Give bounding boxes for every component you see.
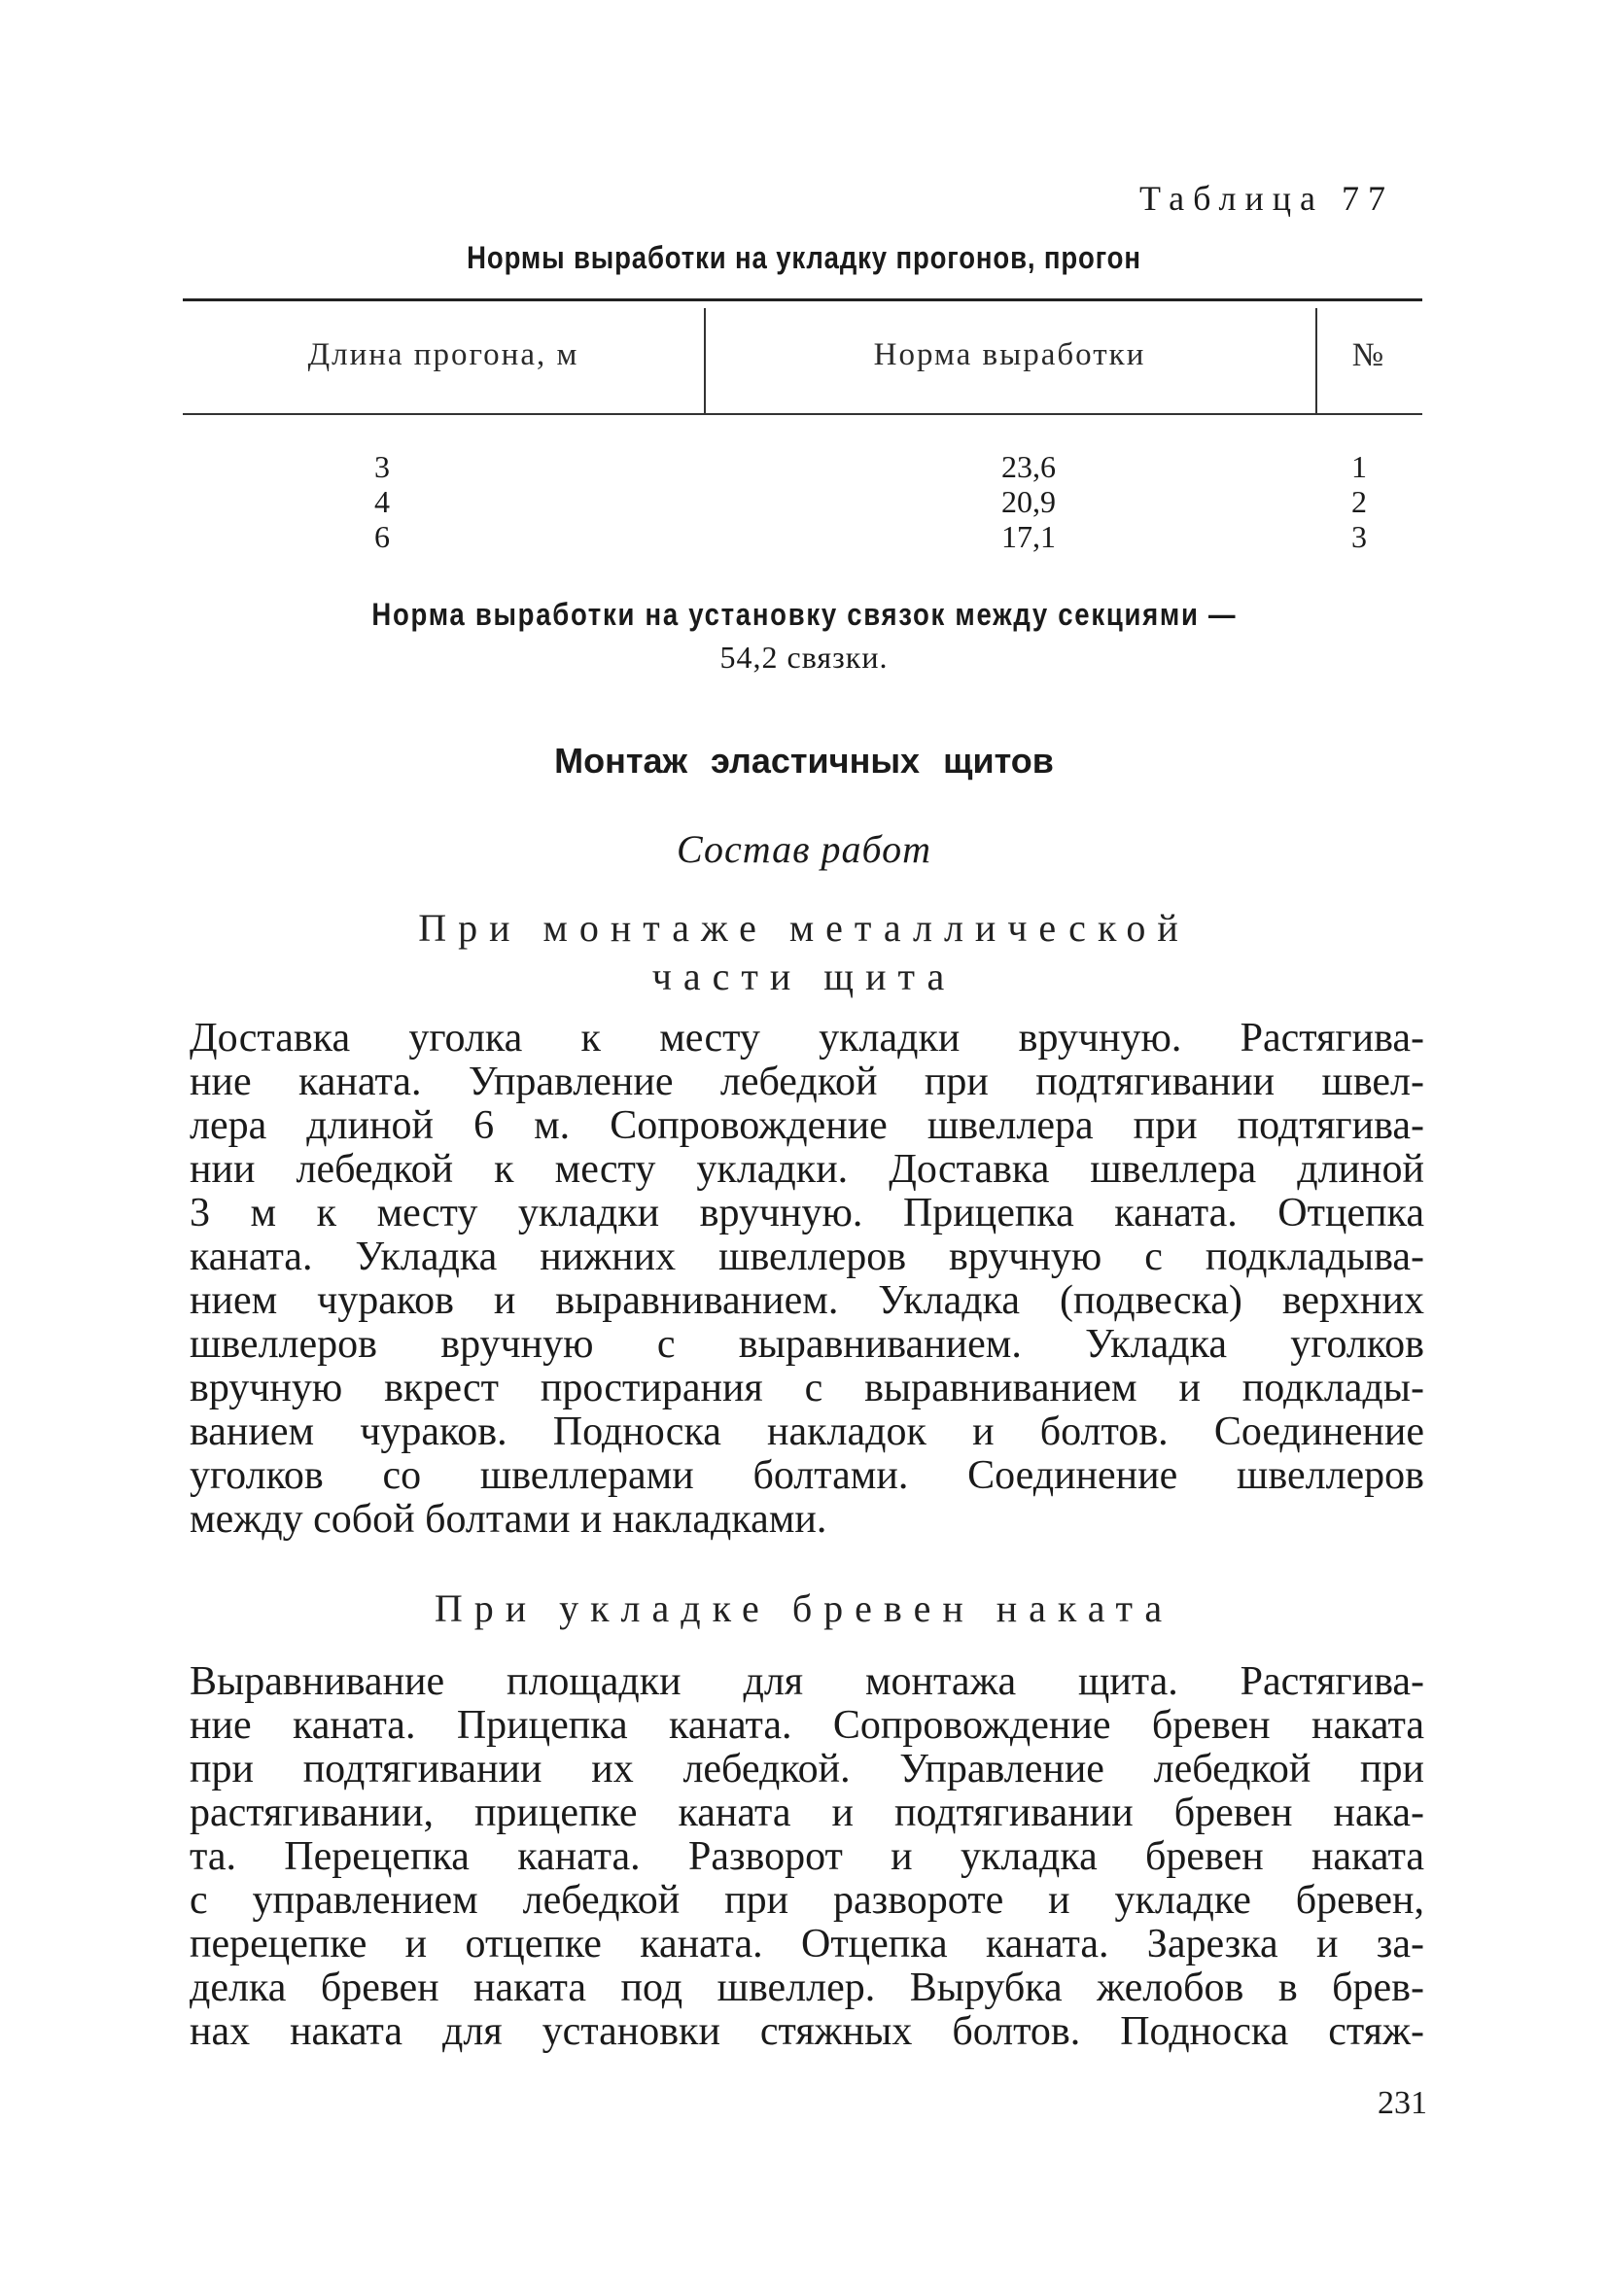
table-row [183, 484, 1422, 519]
norm-note [0, 593, 1608, 678]
subheading-line: При монтаже металлической [418, 906, 1190, 950]
paragraph-line: Выравнивание площадки для монтажа щита. Растягива- [190, 1659, 1424, 1704]
subheading-line: части щита [651, 955, 957, 998]
norm-note-value: 54,2 связки. [719, 640, 889, 675]
norm-note-lead: Норма выработки на установку связок между секциями — [371, 597, 1237, 632]
table-body [183, 449, 1422, 554]
paragraph-line: та. Перецепка каната. Разворот и укладка бревен наката [190, 1834, 1424, 1879]
table-label: Таблица 77 [1139, 179, 1394, 218]
column-header-norm: Норма выработки [873, 337, 1146, 372]
cell-length: 4 [374, 484, 390, 519]
paragraph-line: ние каната. Управление лебедкой при подтягивании швел- [190, 1060, 1424, 1104]
cell-number: 3 [1351, 519, 1367, 554]
paragraph-line: растягивании, прицепке каната и подтягивании бревен нака- [190, 1791, 1424, 1835]
paragraph-line: 3 м к месту укладки вручную. Прицепка каната. Отцепка [190, 1191, 1424, 1235]
cell-norm: 23,6 [1001, 449, 1056, 484]
table-top-rule [183, 298, 1422, 301]
paragraph-line: Доставка уголка к месту укладки вручную. Растягива- [190, 1016, 1424, 1061]
paragraph-line: лера длиной 6 м. Сопровождение швеллера при подтягива- [190, 1103, 1424, 1148]
paragraph-line: нием чураков и выравниванием. Укладка (подвеска) верхних [190, 1278, 1424, 1323]
subheading-logs: При укладке бревен наката [434, 1586, 1174, 1630]
paragraph-line: ние каната. Прицепка каната. Сопровождение бревен наката [190, 1703, 1424, 1748]
cell-number: 1 [1351, 449, 1367, 484]
paragraph-metal-part [190, 1017, 1424, 1542]
cell-norm: 17,1 [1001, 519, 1056, 554]
cell-length: 3 [374, 449, 390, 484]
column-header-number: № [1351, 337, 1386, 373]
section-title: Монтаж эластичных щитов [554, 741, 1054, 781]
column-header-length: Длина прогона, м [307, 337, 579, 372]
table-row [183, 449, 1422, 484]
paragraph-line: между собой болтами и накладками. [190, 1497, 827, 1542]
table-row [183, 519, 1422, 554]
cell-number: 2 [1351, 484, 1367, 519]
paragraph-line: делка бревен наката под швеллер. Вырубка желобов в брев- [190, 1966, 1424, 2010]
paragraph-line: при подтягивании их лебедкой. Управление лебедкой при [190, 1747, 1424, 1792]
paragraph-line: уголков со швеллерами болтами. Соединение швеллеров [190, 1453, 1424, 1498]
paragraph-logs [190, 1660, 1424, 2054]
paragraph-line: швеллеров вручную с выравниванием. Укладка уголков [190, 1322, 1424, 1367]
paragraph-line: вручную вкрест простирания с выравниванием и подклады- [190, 1366, 1424, 1410]
cell-norm: 20,9 [1001, 484, 1056, 519]
subheading-metal-part [0, 904, 1608, 1001]
cell-length: 6 [374, 519, 390, 554]
table-header-rule [183, 413, 1422, 415]
page-number: 231 [1378, 2085, 1427, 2121]
section-subtitle: Состав работ [677, 827, 931, 871]
paragraph-line: с управлением лебедкой при развороте и укладке бревен, [190, 1878, 1424, 1923]
table-caption: Нормы выработки на укладку прогонов, прогон [467, 240, 1141, 275]
paragraph-line: ванием чураков. Подноска накладок и болтов. Соединение [190, 1409, 1424, 1454]
paragraph-line: нах наката для установки стяжных болтов. Подноска стяж- [190, 2009, 1424, 2054]
paragraph-line: нии лебедкой к месту укладки. Доставка швеллера длиной [190, 1147, 1424, 1192]
paragraph-line: перецепке и отцепке каната. Отцепка каната. Зарезка и за- [190, 1922, 1424, 1966]
paragraph-line: каната. Укладка нижних швеллеров вручную с подкладыва- [190, 1235, 1424, 1279]
